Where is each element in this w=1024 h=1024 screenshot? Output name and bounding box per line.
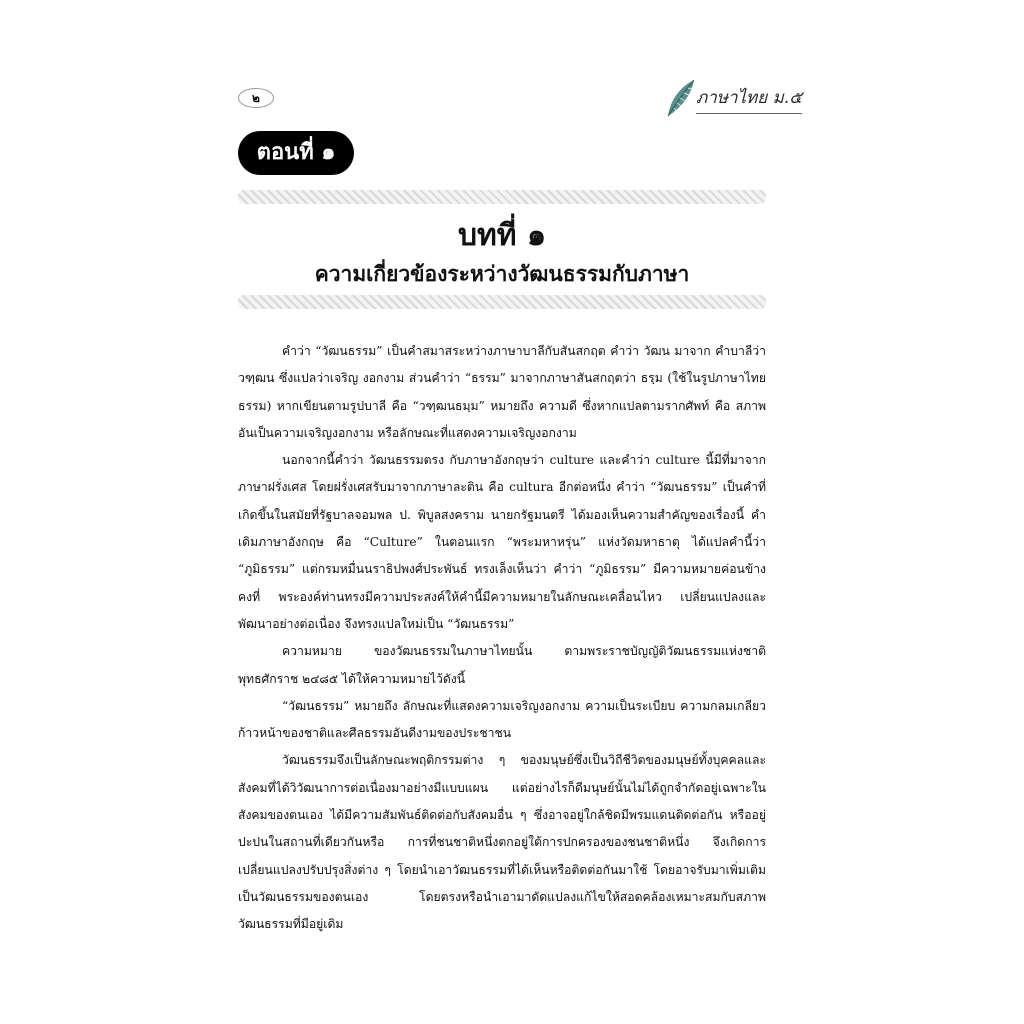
decorative-band-bottom [238,295,766,309]
paragraph: คำว่า “วัฒนธรรม” เป็นคำสมาสระหว่างภาษาบาลีกับสันสกฤต คำว่า วัฒน มาจาก คำบาลีว่า วฑฺฒน ซึ่งแปลว่าเจริญ งอกงาม ส่วนคำว่า “ธรรม” มาจากภาษาสันสกฤตว่า ธรฺม (ใช้ในรูปภาษาไทย ธรรม) หากเขียนตามรูปบาลี คือ “วฑฺฒนธมฺม” หมายถึง ความดี ซึ่งหากแปลตามรากศัพท์ คือ สภาพอันเป็นความเจริญงอกงาม หรือลักษณะที่แสดงความเจริญงอกงาม [238,344,766,440]
section-badge: ตอนที่ ๑ [238,131,354,175]
header-logo [664,78,803,118]
feather-icon [664,78,698,118]
paragraph: วัฒนธรรมจึงเป็นลักษณะพฤติกรรมต่าง ๆ ของมนุษย์ซึ่งเป็นวิถีชีวิตของมนุษย์ทั้งบุคคลและสังคมที่ได้วิวัฒนาการต่อเนื่องมาอย่างมีแบบแผน แต่อย่างไรก็ดีมนุษย์นั้นไม่ได้ถูกจำกัดอยู่เฉพาะในสังคมของตนเอง ได้มีความสัมพันธ์ติดต่อกับสังคมอื่น ๆ ซึ่งอาจอยู่ใกล้ชิดมีพรมแดนติดต่อกัน หรืออยู่ปะปนในสถานที่เดียวกันหรือ การที่ชนชาติหนึ่งตกอยู่ใต้การปกครองของชนชาติหนึ่ง จึงเกิดการเปลี่ยนแปลงปรับปรุงสิ่งต่าง ๆ โดยนำเอาวัฒนธรรมที่ได้เห็นหรือติดต่อกันมาใช้ โดยอาจรับมาเพิ่มเติมเป็นวัฒนธรรมของตนเอง โดยตรงหรือนำเอามาดัดแปลงแก้ไขให้สอดคล้องเหมาะสมกับสภาพวัฒนธรรมที่มีอยู่เดิม [238,753,766,932]
paragraph: “วัฒนธรรม” หมายถึง ลักษณะที่แสดงความเจริญงอกงาม ความเป็นระเบียบ ความกลมเกลียวก้าวหน้าของชาติและศีลธรรมอันดีงามของประชาชน [238,698,766,741]
book-logo-text: ภาษาไทย ม.๕ [696,84,802,114]
page-number: ๒ [238,88,274,108]
paragraph: ความหมาย ของวัฒนธรรมในภาษาไทยนั้น ตามพระราชบัญญัติวัฒนธรรมแห่งชาติ พุทธศักราช ๒๔๘๕ ได้ให้ความหมายไว้ดังนี้ [238,644,766,686]
body-text [238,338,766,939]
paragraph: นอกจากนี้คำว่า วัฒนธรรมตรง กับภาษาอังกฤษว่า culture และคำว่า culture นี้มีที่มาจากภาษาฝรั่งเศส โดยฝรั่งเศสรับมาจากภาษาละติน คือ cultura อีกต่อหนึ่ง คำว่า “วัฒนธรรม” เป็นคำที่เกิดขึ้นในสมัยที่รัฐบาลจอมพล ป. พิบูลสงคราม นายกรัฐมนตรี ได้มองเห็นความสำคัญของเรื่องนี้ คำเดิมภาษาอังกฤษ คือ “Culture” ในตอนแรก “พระมหาหรุ่น” แห่งวัดมหาธาตุ ได้แปลคำนี้ว่า “ภูมิธรรม” แต่กรมหมื่นนราธิปพงศ์ประพันธ์ ทรงเล็งเห็นว่า คำว่า “ภูมิธรรม” มีความหมายค่อนข้างคงที่ พระองค์ท่านทรงมีความประสงค์ให้คำนี้มีความหมายในลักษณะเคลื่อนไหว เปลี่ยนแปลงและพัฒนาอย่างต่อเนื่อง จึงทรงแปลใหม่เป็น “วัฒนธรรม” [238,453,766,631]
decorative-band-top [238,190,766,204]
chapter-subtitle: ความเกี่ยวข้องระหว่างวัฒนธรรมกับภาษา [314,262,690,286]
chapter-title: บทที่ ๑ [457,218,547,253]
